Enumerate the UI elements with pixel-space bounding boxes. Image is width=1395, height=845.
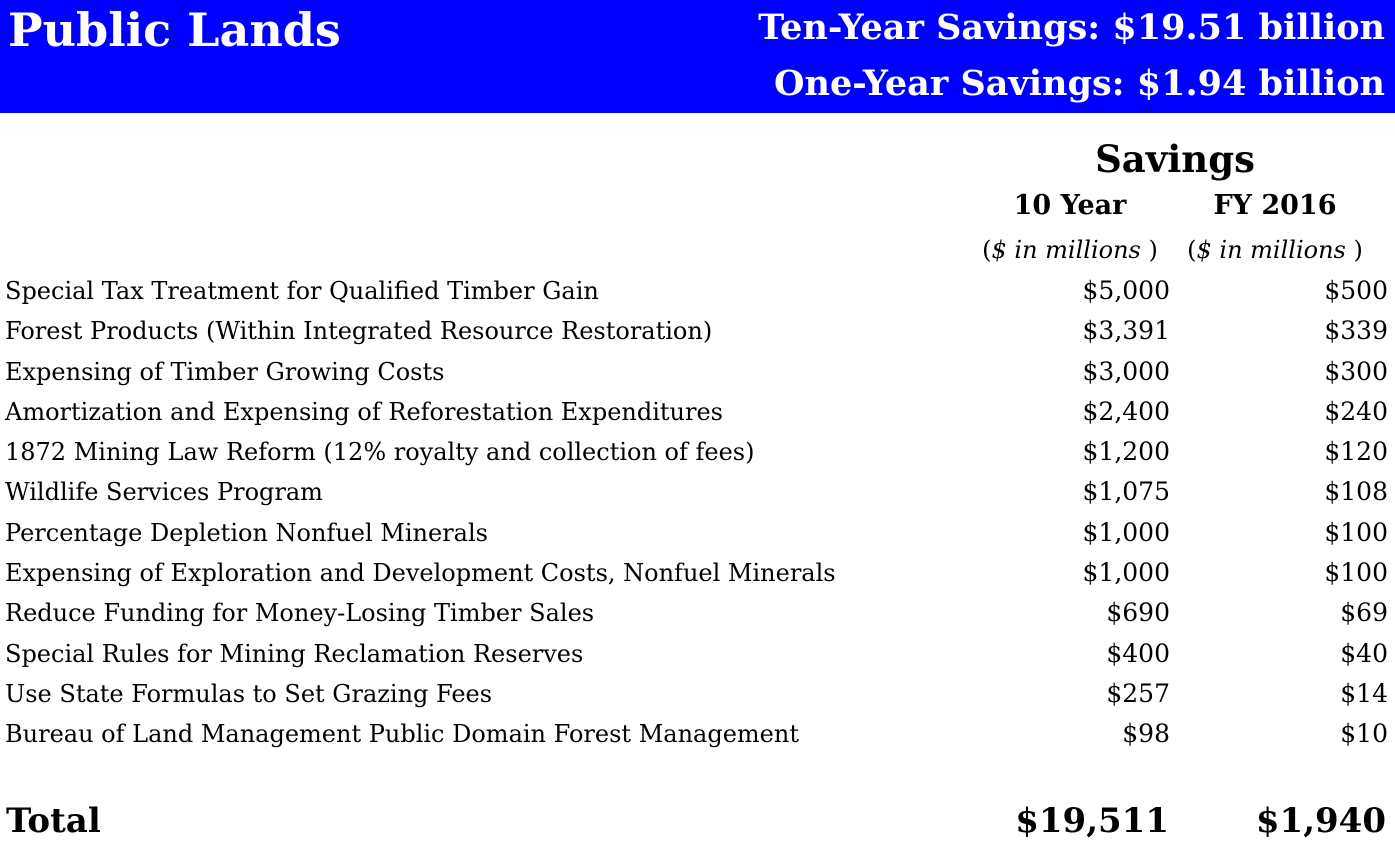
total-value-fy-2016: $1,940 <box>1255 801 1386 841</box>
table-row <box>0 311 1395 351</box>
table-row <box>0 714 1395 754</box>
row-value-10-year: $2,400 <box>1082 396 1170 426</box>
table-row <box>0 553 1395 593</box>
row-value-10-year: $1,000 <box>1082 517 1170 547</box>
table-row <box>0 593 1395 633</box>
row-value-fy-2016: $69 <box>1340 598 1388 628</box>
row-value-10-year: $98 <box>1122 719 1170 749</box>
row-value-10-year: $1,000 <box>1082 558 1170 588</box>
row-label: Special Tax Treatment for Qualified Timber Gain <box>5 277 599 305</box>
total-row <box>0 798 1395 844</box>
total-value-10-year: $19,511 <box>1015 801 1169 841</box>
row-label: Wildlife Services Program <box>5 478 323 507</box>
row-value-10-year: $1,200 <box>1082 437 1170 467</box>
ten-year-savings: Ten-Year Savings: $19.51 billion <box>758 7 1385 48</box>
table-row <box>0 392 1395 432</box>
row-label: Percentage Depletion Nonfuel Minerals <box>5 518 488 547</box>
row-label: Forest Products (Within Integrated Resource Restoration) <box>5 317 713 346</box>
row-value-10-year: $1,075 <box>1082 477 1170 507</box>
table-row <box>0 432 1395 472</box>
row-value-fy-2016: $240 <box>1324 396 1388 426</box>
row-value-10-year: $3,391 <box>1082 316 1170 346</box>
row-label: Use State Formulas to Set Grazing Fees <box>5 679 493 708</box>
row-value-fy-2016: $500 <box>1324 276 1388 305</box>
row-label: Reduce Funding for Money-Losing Timber Sales <box>5 599 595 628</box>
savings-table-body <box>0 271 1395 755</box>
row-label: Amortization and Expensing of Reforestation Expenditures <box>5 397 723 426</box>
row-value-10-year: $690 <box>1106 598 1170 628</box>
row-value-fy-2016: $14 <box>1340 678 1388 708</box>
header-banner <box>0 0 1395 113</box>
column-header-10-year: 10 Year <box>1013 190 1127 221</box>
column-unit-fy-2016: ($ in millions ) <box>1187 236 1363 264</box>
table-row <box>0 674 1395 714</box>
row-label: 1872 Mining Law Reform (12% royalty and collection of fees) <box>5 438 755 467</box>
row-label: Bureau of Land Management Public Domain Forest Management <box>5 720 799 749</box>
table-row <box>0 513 1395 553</box>
row-label: Expensing of Exploration and Development Costs, Nonfuel Minerals <box>5 559 836 588</box>
row-value-10-year: $5,000 <box>1082 276 1170 305</box>
row-value-fy-2016: $300 <box>1324 356 1388 386</box>
savings-group-header: Savings <box>1095 137 1255 181</box>
table-row <box>0 472 1395 512</box>
row-label: Special Rules for Mining Reclamation Reserves <box>5 639 584 668</box>
page-title: Public Lands <box>8 3 341 57</box>
table-row <box>0 352 1395 392</box>
table-row <box>0 271 1395 311</box>
total-label: Total <box>6 801 101 841</box>
row-value-fy-2016: $120 <box>1324 437 1388 467</box>
row-value-10-year: $257 <box>1106 678 1170 708</box>
row-value-fy-2016: $10 <box>1340 719 1388 749</box>
row-value-fy-2016: $100 <box>1324 517 1388 547</box>
row-label: Expensing of Timber Growing Costs <box>5 357 445 386</box>
table-row <box>0 634 1395 674</box>
row-value-fy-2016: $100 <box>1324 558 1388 588</box>
row-value-fy-2016: $40 <box>1340 638 1388 668</box>
column-unit-10-year: ($ in millions ) <box>982 236 1158 264</box>
row-value-fy-2016: $108 <box>1324 477 1388 507</box>
row-value-fy-2016: $339 <box>1324 316 1388 346</box>
row-value-10-year: $3,000 <box>1082 356 1170 386</box>
column-header-fy-2016: FY 2016 <box>1213 190 1337 221</box>
one-year-savings: One-Year Savings: $1.94 billion <box>774 63 1385 104</box>
row-value-10-year: $400 <box>1106 638 1170 668</box>
